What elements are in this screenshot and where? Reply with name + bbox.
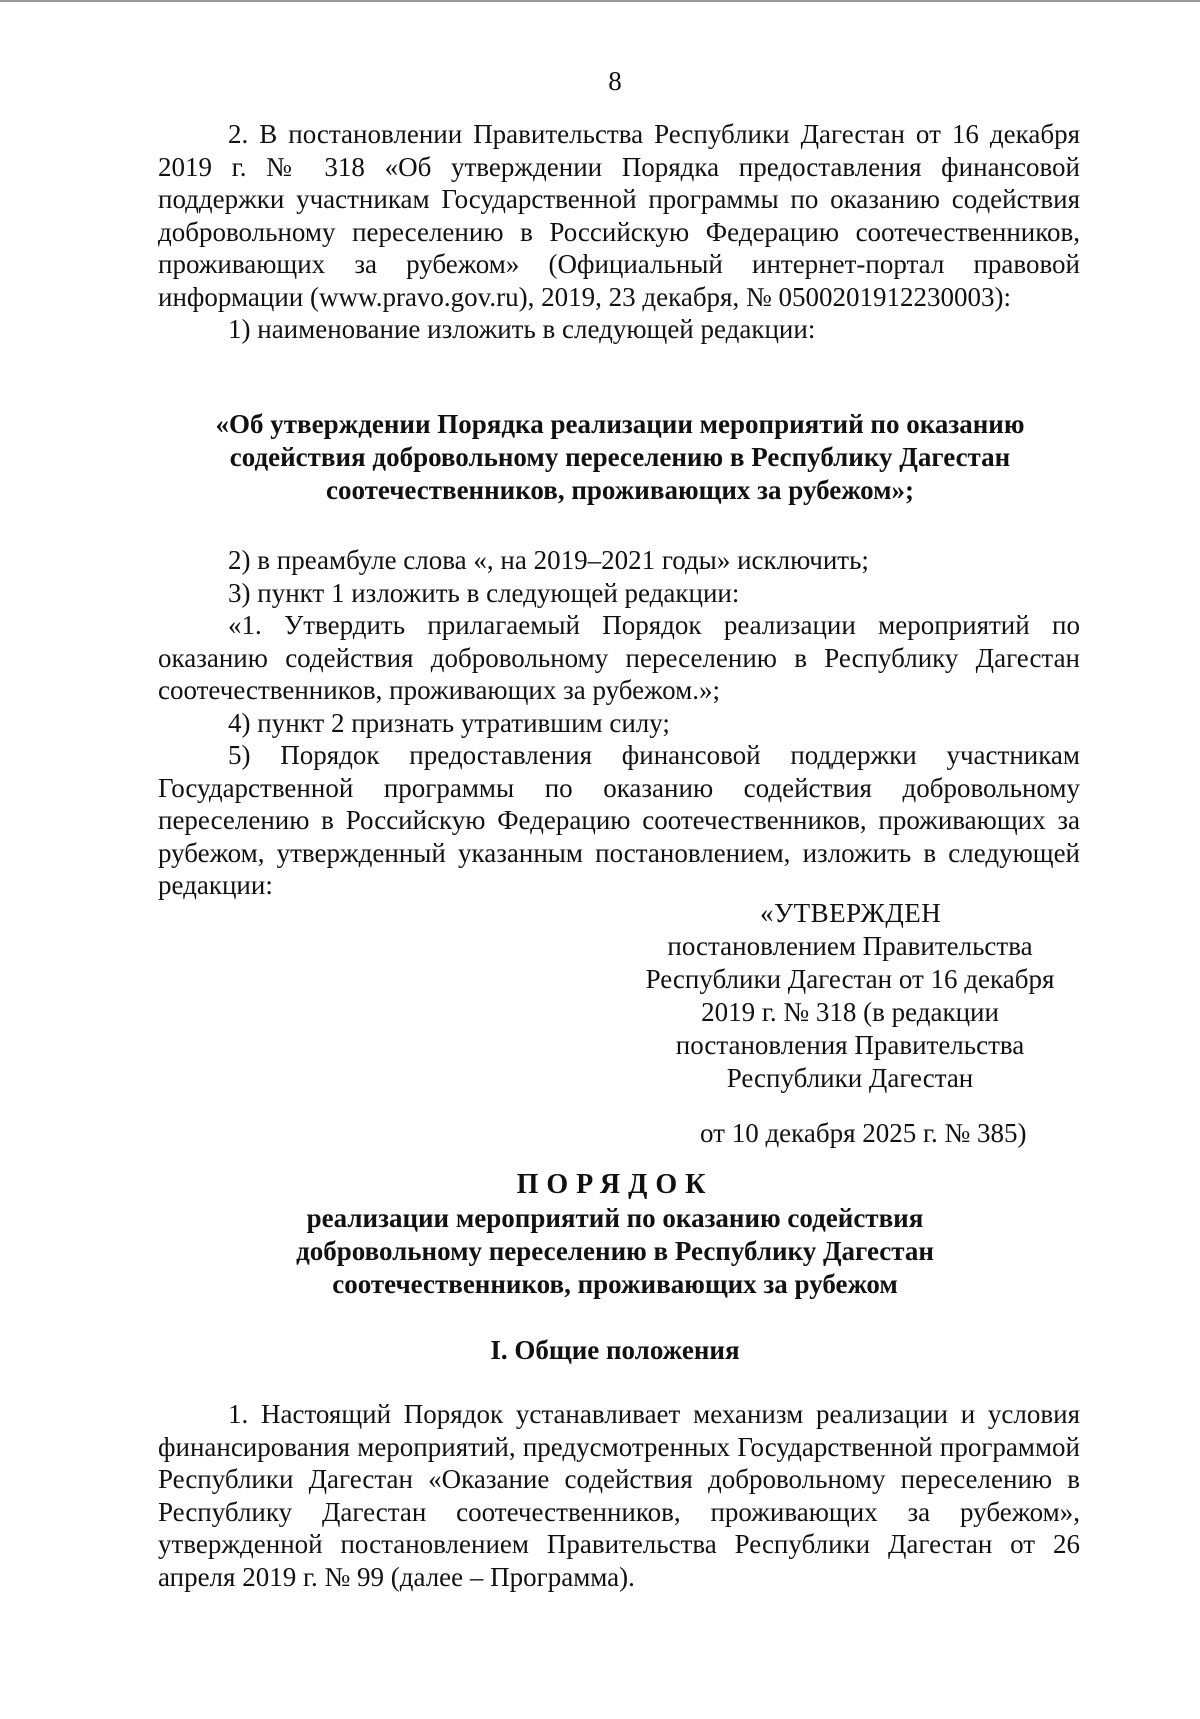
section-body	[158, 1398, 1080, 1593]
item-3: 3) пункт 1 изложить в следующей редакции:	[228, 577, 740, 608]
page-top-edge	[0, 0, 1200, 2]
new-title: «Об утверждении Порядка реализации мероприятий по оказанию содействия добровольному переселению в Республику Дагестан соотечественников, проживающих за рубежом»;	[215, 409, 1025, 505]
approval-body: постановлением Правительства Республики Дагестан от 16 декабря 2019 г. № 318 (в редакции постановления Правительства Республики Дагестан	[645, 931, 1055, 1093]
amendment-intro: 2. В постановлении Правительства Республики Дагестан от 16 декабря 2019 г. № 318 «Об утверждении Порядка предоставления финансовой поддержки участникам Государственной программы по оказанию содействия добровольному переселению в Российскую Федерацию соотечественников, проживающих за рубежом» (Официальный интернет-портал правовой информации (www.pravo.gov.ru), 2019, 23 декабря, № 0500201912230003):	[158, 119, 1080, 312]
items-block	[158, 544, 1080, 902]
document-subtitle: реализации мероприятий по оказанию содействия добровольному переселению в Республику Дагестан соотечественников, проживающих за рубежом	[296, 1203, 934, 1299]
approval-heading: «УТВЕРЖДЕН	[760, 898, 942, 928]
item-5: 5) Порядок предоставления финансовой поддержки участникам Государственной программы по оказанию содействия добровольному переселению в Российскую Федерацию соотечественников, проживающих за рубежом, утвержденный указанным постановлением, изложить в следующей редакции:	[158, 740, 1080, 900]
approval-date: от 10 декабря 2025 г. № 385)	[700, 1118, 1027, 1148]
item-4: 4) пункт 2 признать утратившим силу;	[228, 707, 670, 738]
section-paragraph-1: 1. Настоящий Порядок устанавливает механизм реализации и условия финансирования мероприятий, предусмотренных Государственной программой Республики Дагестан «Оказание содействия добровольному переселению в Республику Дагестан соотечественников, проживающих за рубежом», утвержденной постановлением Правительства Республики Дагестан от 26 апреля 2019 г. № 99 (далее – Программа).	[158, 1399, 1080, 1592]
page-number: 8	[608, 66, 622, 96]
item-3-text: «1. Утвердить прилагаемый Порядок реализации мероприятий по оказанию содействия добровольному переселению в Республику Дагестан соотечественников, проживающих за рубежом.»;	[158, 610, 1080, 705]
item-1: 1) наименование изложить в следующей редакции:	[228, 314, 816, 344]
section-heading: I. Общие положения	[490, 1335, 740, 1365]
document-title: ПОРЯДОК	[516, 1169, 714, 1200]
item-2: 2) в преамбуле слова «, на 2019–2021 годы» исключить;	[228, 545, 869, 575]
amendment-block	[158, 118, 1080, 346]
